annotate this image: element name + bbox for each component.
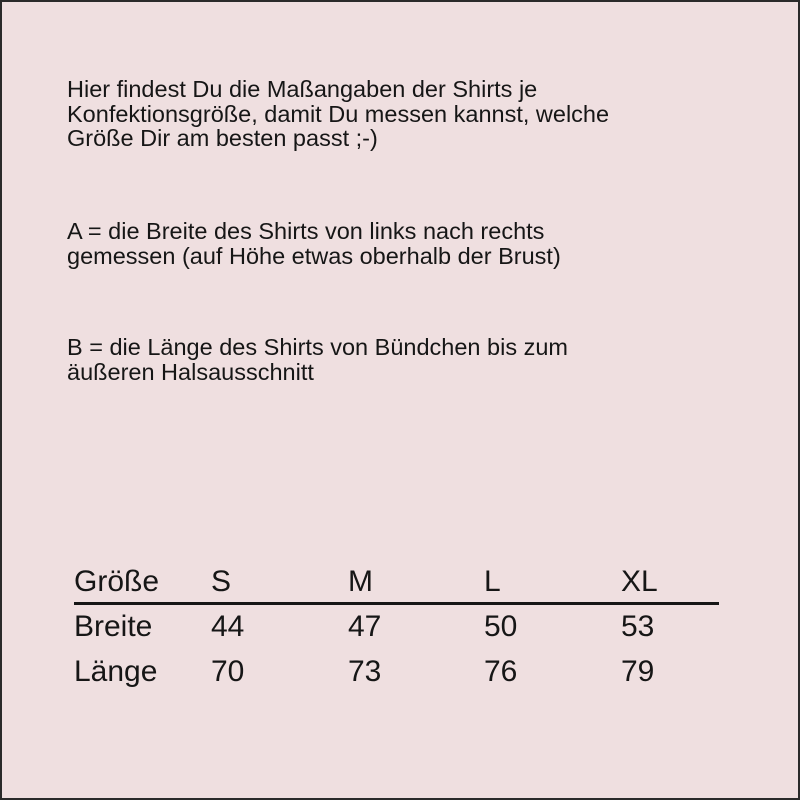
header-size-xl: XL <box>621 565 658 598</box>
header-label-size: Größe <box>74 565 160 598</box>
header-size-s: S <box>211 565 232 598</box>
definition-b: B = die Länge des Shirts von Bündchen bis zum äußeren Halsausschnitt <box>67 334 568 385</box>
table-row-laenge <box>74 650 719 695</box>
laenge-s-value: 70 <box>211 655 245 688</box>
breite-m-value: 47 <box>348 610 382 643</box>
table-row-breite <box>74 605 719 650</box>
row-label-breite: Breite <box>74 610 153 643</box>
header-size-l: L <box>484 565 501 598</box>
size-table <box>74 562 719 695</box>
breite-s-value: 44 <box>211 610 245 643</box>
size-table-header <box>74 562 719 605</box>
laenge-l-value: 76 <box>484 655 518 688</box>
intro-text: Hier findest Du die Maßangaben der Shirts je Konfektionsgröße, damit Du messen kannst, welche Größe Dir am besten passt ;-) <box>67 76 610 151</box>
header-size-m: M <box>348 565 373 598</box>
laenge-m-value: 73 <box>348 655 382 688</box>
definition-a: A = die Breite des Shirts von links nach rechts gemessen (auf Höhe etwas oberhalb der Brust) <box>67 218 561 269</box>
laenge-xl-value: 79 <box>621 655 655 688</box>
row-label-laenge: Länge <box>74 655 158 688</box>
breite-l-value: 50 <box>484 610 518 643</box>
breite-xl-value: 53 <box>621 610 655 643</box>
